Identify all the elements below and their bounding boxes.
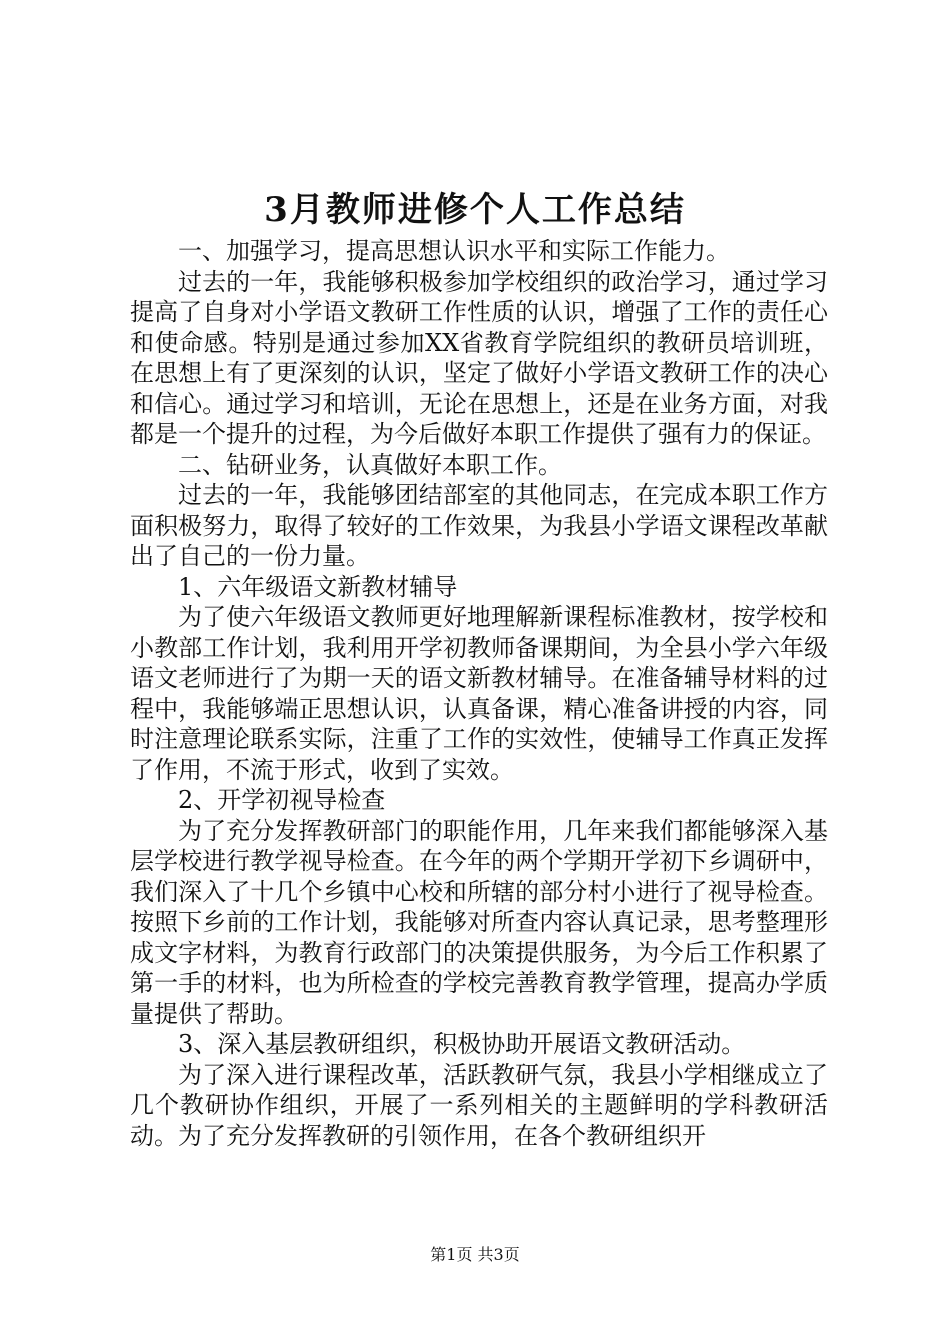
section-heading-2: 二、钻研业务，认真做好本职工作。: [178, 450, 562, 479]
page-number-footer: 第1页 共3页: [430, 1245, 520, 1264]
subsection-heading-2: 2、开学初视导检查: [178, 786, 386, 814]
body-paragraph: 为了深入进行课程改革，活跃教研气氛，我县小学相继成立了几个教研协作组织，开展了一系列相关的主题鲜明的学科教研活动。为了充分发挥教研的引领作用，在各个教研组织开: [130, 1060, 828, 1150]
body-paragraph: 过去的一年，我能够团结部室的其他同志，在完成本职工作方面积极努力，取得了较好的工作效果，为我县小学语文课程改革献出了自己的一份力量。: [130, 481, 828, 570]
subsection-heading-1: 1、六年级语文新教材辅导: [178, 572, 458, 601]
body-paragraph: 过去的一年，我能够积极参加学校组织的政治学习，通过学习提高了自身对小学语文教研工作性质的认识，增强了工作的责任心和使命感。特别是通过参加XX省教育学院组织的教研员培训班，在思想上有了更深刻的认识，坚定了做好小学语文教研工作的决心和信心。通过学习和培训，无论在思想上，还是在业务方面，对我都是一个提升的过程，为今后做好本职工作提供了强有力的保证。: [130, 267, 828, 448]
document-title: 3月教师进修个人工作总结: [264, 190, 686, 230]
document-body: [130, 236, 828, 1151]
body-paragraph: 为了充分发挥教研部门的职能作用，几年来我们都能够深入基层学校进行教学视导检查。在今年的两个学期开学初下乡调研中，我们深入了十几个乡镇中心校和所辖的部分村小进行了视导检查。按照下乡前的工作计划，我能够对所查内容认真记录，思考整理形成文字材料，为教育行政部门的决策提供服务，为今后工作积累了第一手的材料，也为所检查的学校完善教育教学管理，提高办学质量提供了帮助。: [130, 816, 828, 1028]
section-heading-1: 一、加强学习，提高思想认识水平和实际工作能力。: [178, 237, 730, 265]
body-paragraph: 为了使六年级语文教师更好地理解新课程标准教材，按学校和小教部工作计划，我利用开学初教师备课期间，为全县小学六年级语文老师进行了为期一天的语文新教材辅导。在准备辅导材料的过程中，我能够端正思想认识，认真备课，精心准备讲授的内容，同时注意理论联系实际，注重了工作的实效性，使辅导工作真正发挥了作用，不流于形式，收到了实效。: [130, 603, 828, 784]
subsection-heading-3: 3、深入基层教研组织，积极协助开展语文教研活动。: [178, 1030, 746, 1058]
